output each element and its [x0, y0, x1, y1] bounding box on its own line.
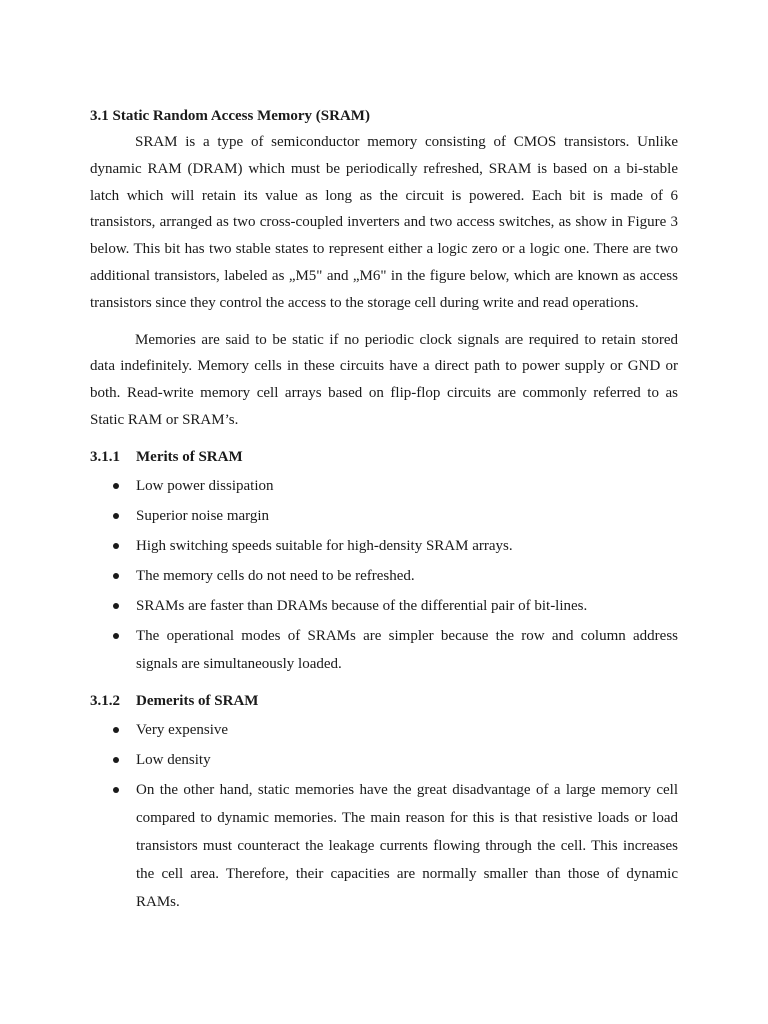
list-item: Low power dissipation — [90, 472, 678, 500]
list-item: The operational modes of SRAMs are simpler because the row and column address signals are simultaneously loaded. — [90, 622, 678, 678]
merits-title: Merits of SRAM — [136, 448, 243, 465]
merits-heading — [90, 444, 678, 470]
document-page — [90, 103, 678, 918]
bullet-icon — [113, 787, 119, 793]
demerits-list — [90, 716, 678, 916]
list-item: On the other hand, static memories have the great disadvantage of a large memory cell compared to dynamic memories. The main reason for this is that resistive loads or load transistors must counteract the leakage currents flowing through the cell. This increases the cell area. Therefore, their capacities are normally smaller than those of dynamic RAMs. — [90, 776, 678, 916]
merits-number: 3.1.1 — [90, 448, 120, 465]
bullet-icon — [113, 573, 119, 579]
list-item: Superior noise margin — [90, 502, 678, 530]
bullet-icon — [113, 603, 119, 609]
merits-list — [90, 472, 678, 678]
bullet-icon — [113, 483, 119, 489]
demerits-heading — [90, 688, 678, 714]
list-item: The memory cells do not need to be refreshed. — [90, 562, 678, 590]
paragraph-2: Memories are said to be static if no periodic clock signals are required to retain stored data indefinitely. Memory cells in these circuits have a direct path to power supply or GND or both. Read-write memory cell arrays based on flip-flop circuits are commonly referred to as Static RAM or SRAM’s. — [90, 331, 678, 428]
demerits-title: Demerits of SRAM — [136, 692, 259, 709]
bullet-icon — [113, 757, 119, 763]
bullet-icon — [113, 633, 119, 639]
bullet-icon — [113, 513, 119, 519]
section-title: 3.1 Static Random Access Memory (SRAM) — [90, 108, 370, 124]
paragraph-1: SRAM is a type of semiconductor memory consisting of CMOS transistors. Unlike dynamic RAM (DRAM) which must be periodically refreshed, SRAM is based on a bi-stable latch which will retain its value as long as the circuit is powered. Each bit is made of 6 transistors, arranged as two cross-coupled inverters and two access switches, as show in Figure 3 below. This bit has two stable states to represent either a logic zero or a logic one. There are two additional transistors, labeled as „M5" and „M6" in the figure below, which are known as access transistors since they control the access to the storage cell during write and read operations. — [90, 134, 678, 311]
list-item: Very expensive — [90, 716, 678, 744]
list-item: High switching speeds suitable for high-density SRAM arrays. — [90, 532, 678, 560]
demerits-number: 3.1.2 — [90, 692, 120, 709]
list-item: SRAMs are faster than DRAMs because of the differential pair of bit-lines. — [90, 592, 678, 620]
bullet-icon — [113, 543, 119, 549]
list-item: Low density — [90, 746, 678, 774]
bullet-icon — [113, 727, 119, 733]
